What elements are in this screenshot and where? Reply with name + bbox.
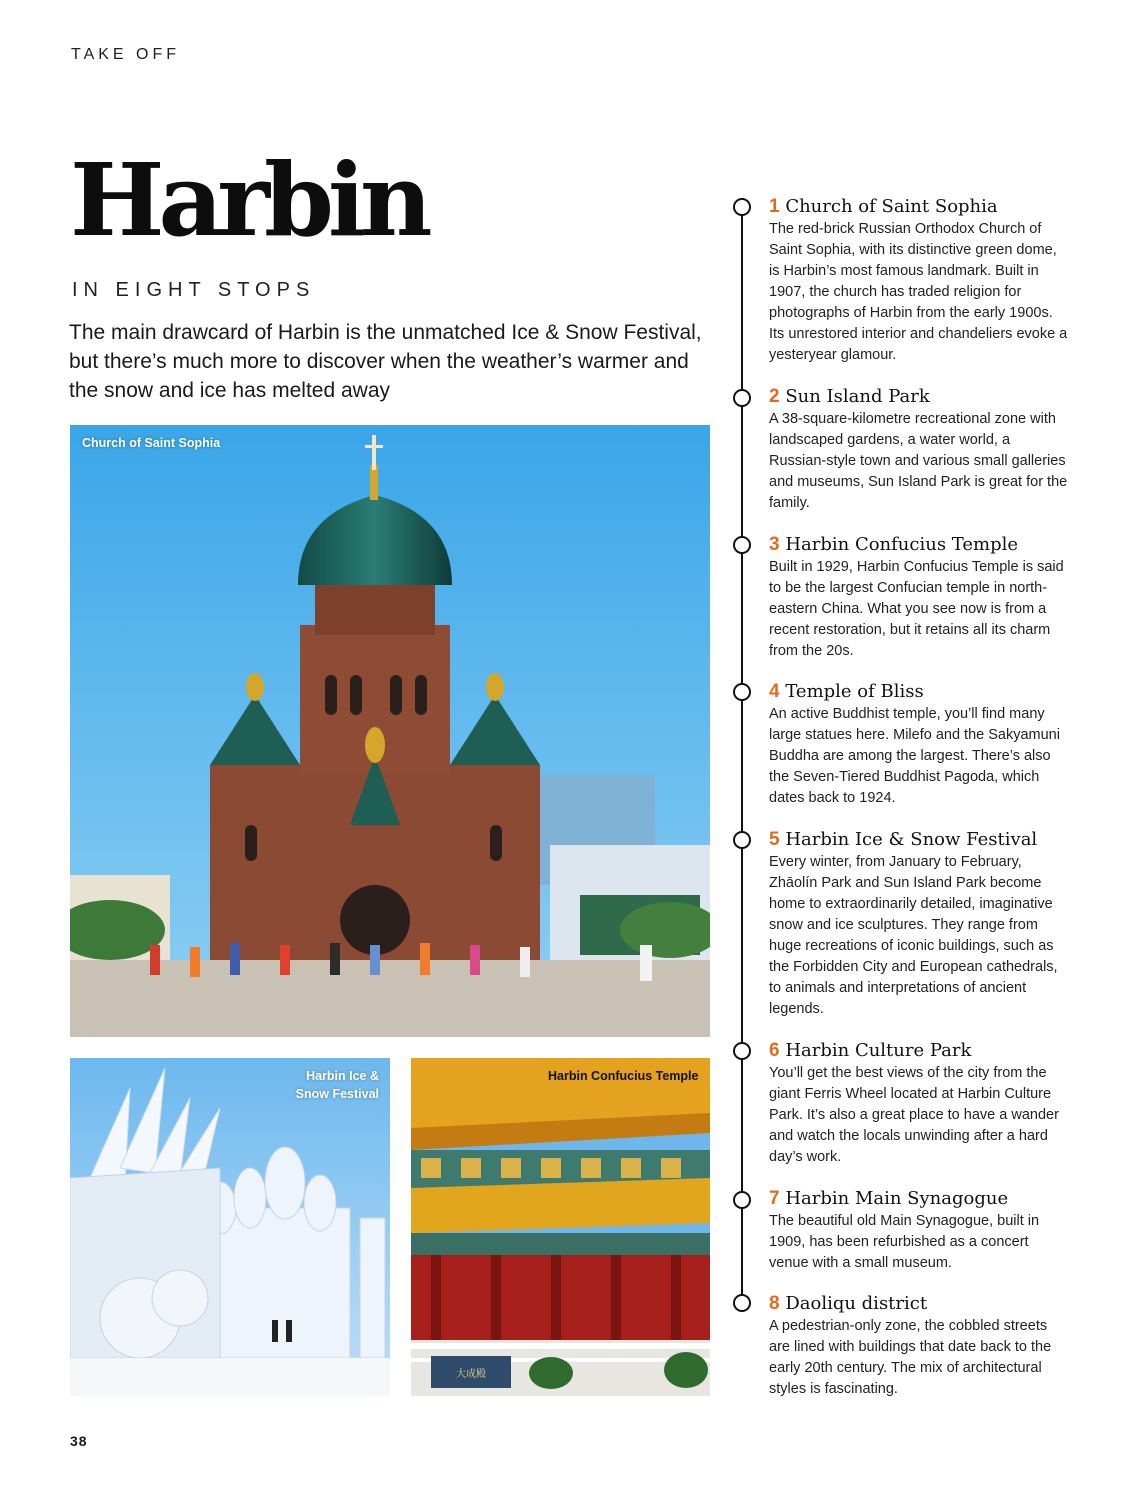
stop-title	[769, 534, 1069, 556]
church-photo	[70, 425, 710, 1037]
page-title: Harbin	[70, 141, 427, 259]
stop-description: Every winter, from January to February, Zhāolín Park and Sun Island Park become home to extraordinarily detailed, imaginative snow and ice sculptures. They range from huge recreations of iconic buildings, such as the Forbidden City and European cathedrals, to animals and interpretations of ancient legends.	[769, 854, 1058, 1017]
stop-number: 8	[769, 1293, 780, 1314]
stop-3	[769, 534, 1069, 662]
timeline-line	[741, 206, 743, 1303]
ice-festival-caption-line2: Snow Festival	[295, 1087, 379, 1101]
intro-paragraph: The main drawcard of Harbin is the unmatched Ice & Snow Festival, but there’s much more to discover when the weather’s warmer and the snow and ice has melted away	[69, 321, 702, 402]
timeline-dot	[733, 536, 751, 554]
stop-title	[769, 829, 1069, 851]
timeline-dot	[733, 1294, 751, 1312]
stop-title	[769, 681, 1069, 703]
stop-number: 7	[769, 1188, 780, 1209]
section-label: TAKE OFF	[71, 46, 181, 63]
stop-description: A 38-square-kilometre recreational zone with landscaped gardens, a water world, a Russian-style town and various small galleries and museums, Sun Island Park is great for the family.	[769, 411, 1068, 511]
timeline-dot	[733, 198, 751, 216]
stop-description: The beautiful old Main Synagogue, built in 1909, has been refurbished as a concert venue with a small museum.	[769, 1213, 1040, 1271]
stop-name: Harbin Ice & Snow Festival	[785, 829, 1038, 850]
stop-number: 6	[769, 1040, 780, 1061]
stop-name: Church of Saint Sophia	[785, 196, 998, 217]
stop-name: Harbin Confucius Temple	[785, 534, 1019, 555]
stop-number: 2	[769, 386, 780, 407]
stop-1	[769, 196, 1069, 366]
stop-4	[769, 681, 1069, 809]
page-subtitle: IN EIGHT STOPS	[72, 279, 316, 301]
stop-description: You’ll get the best views of the city from the giant Ferris Wheel located at Harbin Culture Park. It’s also a great place to have a wander and watch the locals unwinding after a hard day’s work.	[769, 1065, 1059, 1165]
stop-description: A pedestrian-only zone, the cobbled streets are lined with buildings that date back to the early 20th century. The mix of architectural styles is fascinating.	[769, 1318, 1052, 1397]
stop-8	[769, 1293, 1069, 1400]
temple-plaque-text: 大成殿	[456, 1369, 486, 1380]
stop-6	[769, 1040, 1069, 1168]
stop-description: The red-brick Russian Orthodox Church of Saint Sophia, with its distinctive green dome, is Harbin’s most famous landmark. Built in 1907, the church has traded religion for photographs of Harbin from the early 1900s. Its unrestored interior and chandeliers evoke a yesteryear glamour.	[769, 221, 1068, 363]
stop-name: Harbin Main Synagogue	[785, 1188, 1009, 1209]
stop-number: 1	[769, 196, 780, 217]
stop-number: 5	[769, 829, 780, 850]
stop-name: Daoliqu district	[785, 1293, 928, 1314]
ice-festival-photo	[70, 1058, 390, 1396]
stop-number: 3	[769, 534, 780, 555]
stop-name: Sun Island Park	[785, 386, 930, 407]
stop-7	[769, 1188, 1069, 1274]
stop-name: Harbin Culture Park	[785, 1040, 972, 1061]
timeline-dot	[733, 389, 751, 407]
stop-title	[769, 196, 1069, 218]
confucius-temple-photo	[411, 1058, 710, 1396]
stop-5	[769, 829, 1069, 1020]
page-number: 38	[70, 1433, 88, 1449]
stop-title	[769, 1040, 1069, 1062]
stop-name: Temple of Bliss	[785, 681, 924, 702]
ice-festival-caption-line1: Harbin Ice &	[306, 1069, 379, 1083]
timeline-dot	[733, 1191, 751, 1209]
stop-title	[769, 1293, 1069, 1315]
timeline-dot	[733, 683, 751, 701]
timeline-dot	[733, 1042, 751, 1060]
stop-title	[769, 1188, 1069, 1210]
ice-festival-caption	[278, 1067, 379, 1103]
stop-2	[769, 386, 1069, 514]
church-photo-caption: Church of Saint Sophia	[82, 436, 221, 450]
stop-title	[769, 386, 1069, 408]
stop-number: 4	[769, 681, 780, 702]
stop-description: Built in 1929, Harbin Confucius Temple is said to be the largest Confucian temple in north-eastern China. What you see now is from a recent restoration, but it retains all its charm from the 20s.	[769, 559, 1064, 659]
timeline-dot	[733, 831, 751, 849]
stop-description: An active Buddhist temple, you’ll find many large statues here. Milefo and the Sakyamuni Buddha are among the largest. There’s also the Seven-Tiered Buddhist Pagoda, which dates back to 1924.	[769, 706, 1060, 806]
confucius-temple-caption: Harbin Confucius Temple	[548, 1069, 699, 1083]
